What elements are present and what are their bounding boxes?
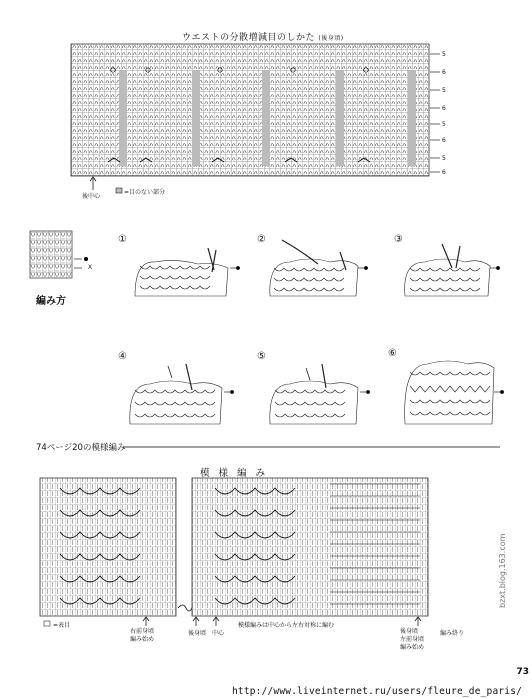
step-4-drawing (130, 364, 222, 424)
waist-chart (71, 44, 440, 193)
back-center-label: 後中心 (82, 193, 101, 200)
pattern-section-title: 74ページ20の模様編み (36, 443, 126, 453)
ruler-label-2: 6 (442, 69, 446, 76)
page-number: 73 (516, 667, 529, 677)
source-url[interactable]: http://www.liveinternet.ru/users/fleure_de_paris/ (232, 686, 523, 697)
right-front-start-label: 右前身頃 編み始め (130, 628, 155, 643)
step-2-drawing (270, 240, 358, 296)
waist-chart-title-note: (後身頃) (318, 35, 344, 42)
step-6-number: ⑥ (388, 348, 397, 359)
swatch-x-mark: X (88, 264, 93, 271)
step-6-drawing (405, 361, 494, 424)
ruler-label-1: 5 (442, 51, 446, 58)
step-1-number: ① (118, 234, 127, 245)
step-illustrations (130, 240, 504, 424)
step-5-drawing (270, 364, 358, 424)
ruler-label-4: 6 (442, 105, 446, 112)
pattern-chart-title: 模 様 編 み (200, 468, 269, 479)
waist-chart-title-text: ウエストの分散増減目のしかた (182, 33, 316, 43)
back-body-label: 後身頃 (188, 630, 207, 637)
pattern-legend: =表目 (53, 622, 71, 629)
step-3-number: ③ (394, 234, 403, 245)
ruler-label-3: 5 (442, 87, 446, 94)
step-4-number: ④ (118, 351, 127, 362)
step-3-drawing (405, 244, 490, 296)
no-stitch-legend: =目のない部分 (124, 189, 166, 196)
method-swatch (30, 231, 88, 278)
step-5-number: ⑤ (257, 351, 266, 362)
ruler-label-6: 6 (442, 137, 446, 144)
step-2-number: ② (257, 234, 266, 245)
center-label: 中心 (212, 630, 225, 637)
end-label: 編み終り (440, 630, 465, 637)
pattern-chart (40, 478, 428, 626)
method-heading: 編み方 (36, 296, 66, 307)
blog-watermark: bzxt.blog.163.com (498, 533, 507, 608)
ruler-label-7: 5 (442, 155, 446, 162)
left-front-start-label: 後身頃 左前身頃 編み始め (400, 628, 425, 651)
step-1-drawing (135, 248, 228, 296)
ruler-label-5: 5 (442, 121, 446, 128)
ruler-label-8: 6 (442, 169, 446, 176)
symmetry-note: 模様編みは中心から左右対称に編む (238, 622, 335, 629)
